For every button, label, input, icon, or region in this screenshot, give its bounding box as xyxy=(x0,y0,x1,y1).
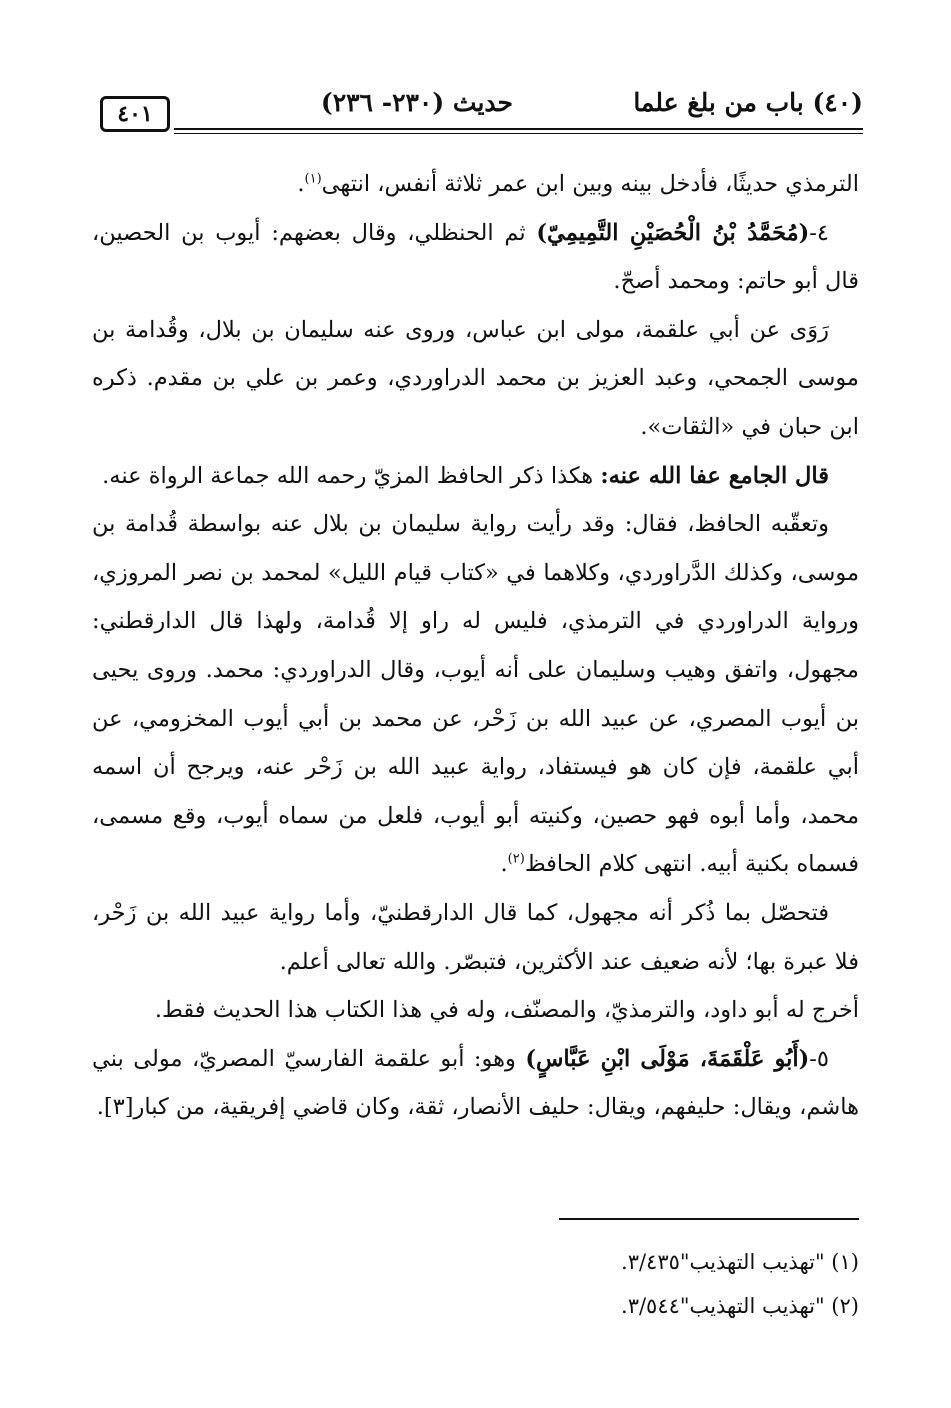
narrator-name-4: (مُحَمَّدُ بْنُ الْحُصَيْنِ التَّمِيمِيّ) xyxy=(536,219,810,246)
paragraph-1 xyxy=(92,160,859,209)
narrator-number-5: ٥- xyxy=(809,1045,829,1072)
paragraph-6: فتحصّل بما ذُكر أنه مجهول، كما قال الدارقطنيّ، وأما رواية عبيد الله بن زَحْر، فلا عبرة بها؛ لأنه ضعيف عند الأكثرين، فتبصّر. والله تعالى أعلم. xyxy=(92,899,859,975)
header-rule-thin xyxy=(174,133,863,134)
compiler-note-label: قال الجامع عفا الله عنه: xyxy=(600,462,829,489)
paragraph-7: أخرج له أبو داود، والترمذيّ، والمصنّف، وله في هذا الكتاب هذا الحديث فقط. xyxy=(154,997,859,1024)
paragraph-3: رَوَى عن أبي علقمة، مولى ابن عباس، وروى عنه سليمان بن بلال، وقُدامة بن موسى الجمحي، وعبد العزيز بن محمد الدراوردي، وعمر بن علي بن مقدم. ذكره ابن حبان في «الثقات». xyxy=(92,316,859,440)
footnote-2: (٢) "تهذيب التهذيب"٣/٥٤٤. xyxy=(621,1294,859,1318)
footnotes xyxy=(92,1240,859,1328)
chapter-title: (٤٠) باب من بلغ علما xyxy=(633,88,863,117)
footnote-separator xyxy=(559,1218,859,1220)
main-text xyxy=(92,160,859,1132)
narrator-number-4: ٤- xyxy=(809,219,829,246)
narrator-name-5: (أَبُو عَلْقَمَةَ، مَوْلَى ابْنِ عَبَّاسٍ) xyxy=(525,1045,810,1072)
paragraph-5 xyxy=(92,500,859,889)
footnote-ref-1: (١) xyxy=(304,171,322,187)
header-rule xyxy=(174,128,863,130)
paragraph-8-text: وهو: أبو علقمة الفارسيّ المصريّ، مولى بني هاشم، ويقال: حليفهم، ويقال: حليف الأنصار، ثقة، وكان قاضي إفريقية، من كبار[٣]. xyxy=(92,1045,859,1121)
hadith-range: حديث (٢٣٠- ٢٣٦) xyxy=(320,88,513,117)
paragraph-1-end: . xyxy=(297,171,305,197)
footnote-ref-2: (٢) xyxy=(507,851,525,867)
paragraph-4-text: هكذا ذكر الحافظ المزيّ رحمه الله جماعة الرواة عنه. xyxy=(102,462,601,489)
footnote-1: (١) "تهذيب التهذيب"٣/٤٣٥. xyxy=(621,1250,859,1274)
paragraph-5-text: وتعقّبه الحافظ، فقال: وقد رأيت رواية سليمان بن بلال عنه بواسطة قُدامة بن موسى، وكذلك الدَّراوردي، وكلاهما في «كتاب قيام الليل» لمحمد بن نصر المروزي، ورواية الدراوردي في الترمذي، فليس له راو إلا قُدامة، ولهذا قال الدارقطني: مجهول، واتفق وهيب وسليمان على أنه أيوب، وقال الدراوردي: محمد. وروى يحيى بن أيوب المصري، عن عبيد الله بن زَحْر، عن محمد بن أبي أيوب المخزومي، عن أبي علقمة، فإن كان هو فيستفاد، رواية عبيد الله بن زَحْر عنه، ويرجح أن اسمه محمد، وأما أبوه فهو حصين، وكنيته أبو أيوب، فلعل من سماه أيوب، وقع مسمى، فسماه بكنية أبيه. انتهى كلام الحافظ xyxy=(92,511,859,878)
paragraph-2 xyxy=(92,209,859,306)
page-number: ٤٠١ xyxy=(100,96,170,132)
paragraph-2-text: ثم الحنظلي، وقال بعضهم: أيوب بن الحصين، قال أبو حاتم: ومحمد أصحّ. xyxy=(92,219,859,295)
paragraph-4 xyxy=(92,452,859,501)
paragraph-1-text: الترمذي حديثًا، فأدخل بينه وبين ابن عمر ثلاثة أنفس، انتهى xyxy=(321,171,859,197)
page-header xyxy=(100,82,863,142)
paragraph-5-end: . xyxy=(500,851,508,878)
paragraph-8 xyxy=(92,1035,859,1132)
